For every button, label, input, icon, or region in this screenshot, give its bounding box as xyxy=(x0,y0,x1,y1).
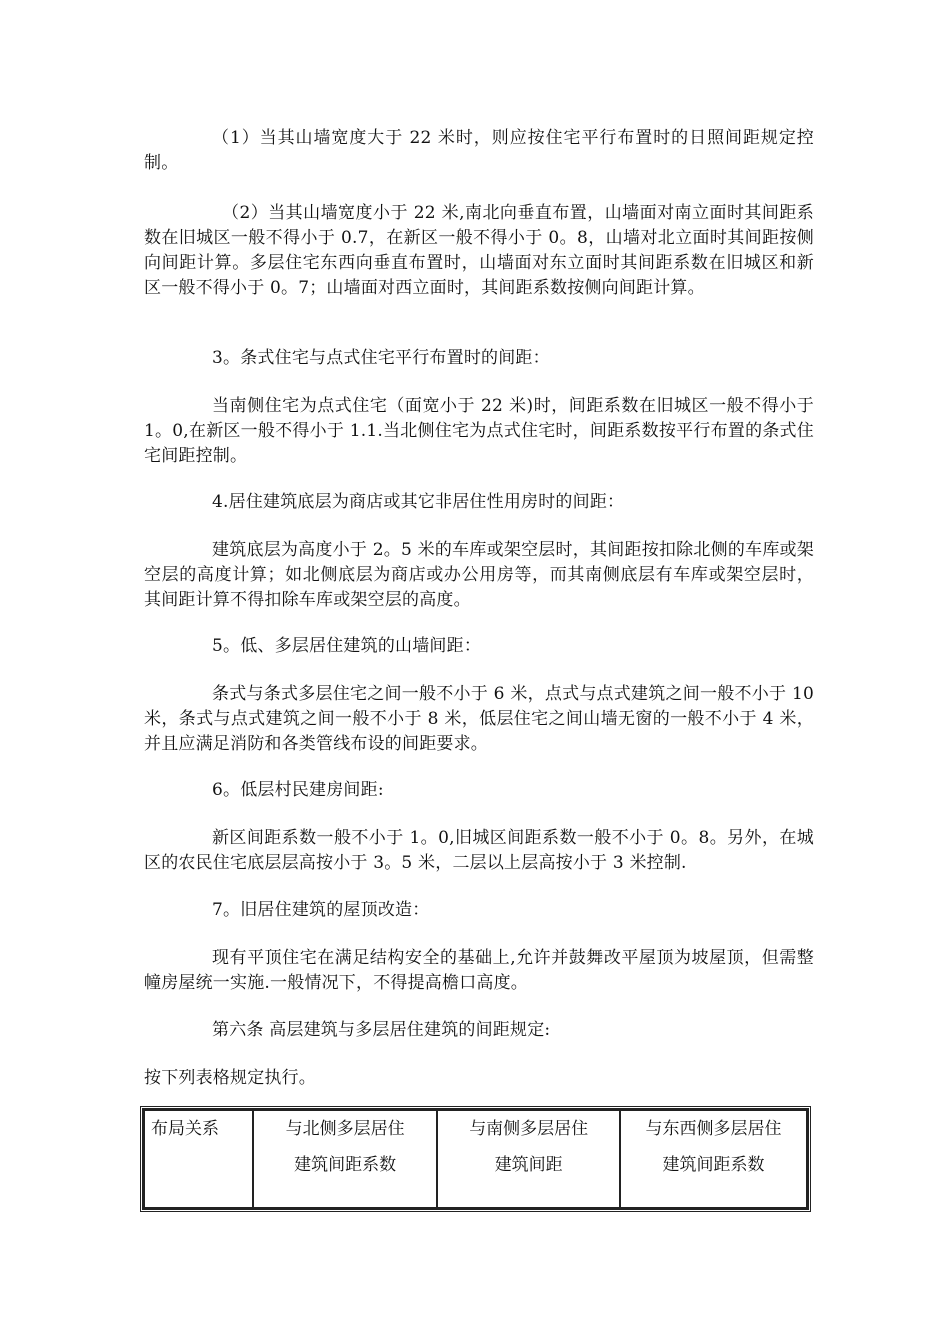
heading-3: 3。条式住宅与点式住宅平行布置时的间距： xyxy=(212,348,550,368)
table-header-cell xyxy=(144,1110,253,1208)
spacing-table xyxy=(142,1108,809,1210)
heading-7: 7。旧居住建筑的屋顶改造： xyxy=(212,900,430,920)
table-intro: 按下列表格规定执行。 xyxy=(144,1068,316,1088)
article-6-heading: 第六条 高层建筑与多层居住建筑的间距规定: xyxy=(212,1020,551,1040)
heading-5: 5。低、多层居住建筑的山墙间距： xyxy=(212,636,482,656)
table-header-cell xyxy=(620,1110,807,1208)
paragraph-3: 当南侧住宅为点式住宅（面宽小于 22 米)时，间距系数在旧城区一般不得小于 1。0,在新区一般不得小于 1.1.当北侧住宅为点式住宅时，间距系数按平行布置的条式住宅间距控制。 xyxy=(144,396,814,466)
header-cell-text: 建筑间距系数 xyxy=(662,1155,765,1175)
paragraph-6: 新区间距系数一般不小于 1。0,旧城区间距系数一般不小于 0。8。另外，在城区的农民住宅底层层高按小于 3。5 米，二层以上层高按小于 3 米控制. xyxy=(144,828,814,873)
paragraph-4: 建筑底层为高度小于 2。5 米的车库或架空层时，其间距按扣除北侧的车库或架空层的高度计算；如北侧底层为商店或办公用房等，而其南侧底层有车库或架空层时，其间距计算不得扣除车库或架空层的高度。 xyxy=(144,540,814,610)
paragraph-7: 现有平顶住宅在满足结构安全的基础上,允许并鼓舞改平屋顶为坡屋顶，但需整幢房屋统一实施.一般情况下，不得提高檐口高度。 xyxy=(144,948,814,993)
header-cell-text: 布局关系 xyxy=(151,1119,219,1139)
paragraph-5: 条式与条式多层住宅之间一般不小于 6 米，点式与点式建筑之间一般不小于 10 米，条式与点式建筑之间一般不小于 8 米，低层住宅之间山墙无窗的一般不小于 4 米，并且应满足消防和各类管线布设的间距要求。 xyxy=(144,684,814,754)
heading-4: 4.居住建筑底层为商店或其它非居住性用房时的间距： xyxy=(212,492,625,512)
header-cell-text: 建筑间距 xyxy=(494,1155,563,1175)
paragraph-1: （1）当其山墙宽度大于 22 米时，则应按住宅平行布置时的日照间距规定控制。 xyxy=(144,128,814,173)
header-cell-text: 与南侧多层居住 xyxy=(469,1119,589,1139)
header-cell-text: 建筑间距系数 xyxy=(294,1155,397,1175)
table-header-row xyxy=(144,1110,807,1208)
paragraph-2: （2）当其山墙宽度小于 22 米,南北向垂直布置，山墙面对南立面时其间距系数在旧城区一般不得小于 0.7，在新区一般不得小于 0。8，山墙对北立面时其间距按侧向间距计算。多层住宅东西向垂直布置时，山墙面对东立面时其间距系数在旧城区和新区一般不得小于 0。7；山墙面对西立面时，其间距系数按侧向间距计算。 xyxy=(144,203,814,298)
table-header-cell xyxy=(253,1110,438,1208)
header-cell-text: 与东西侧多层居住 xyxy=(645,1119,782,1139)
header-cell-text: 与北侧多层居住 xyxy=(285,1119,405,1139)
heading-6: 6。低层村民建房间距: xyxy=(212,780,384,800)
table-header-cell xyxy=(437,1110,620,1208)
